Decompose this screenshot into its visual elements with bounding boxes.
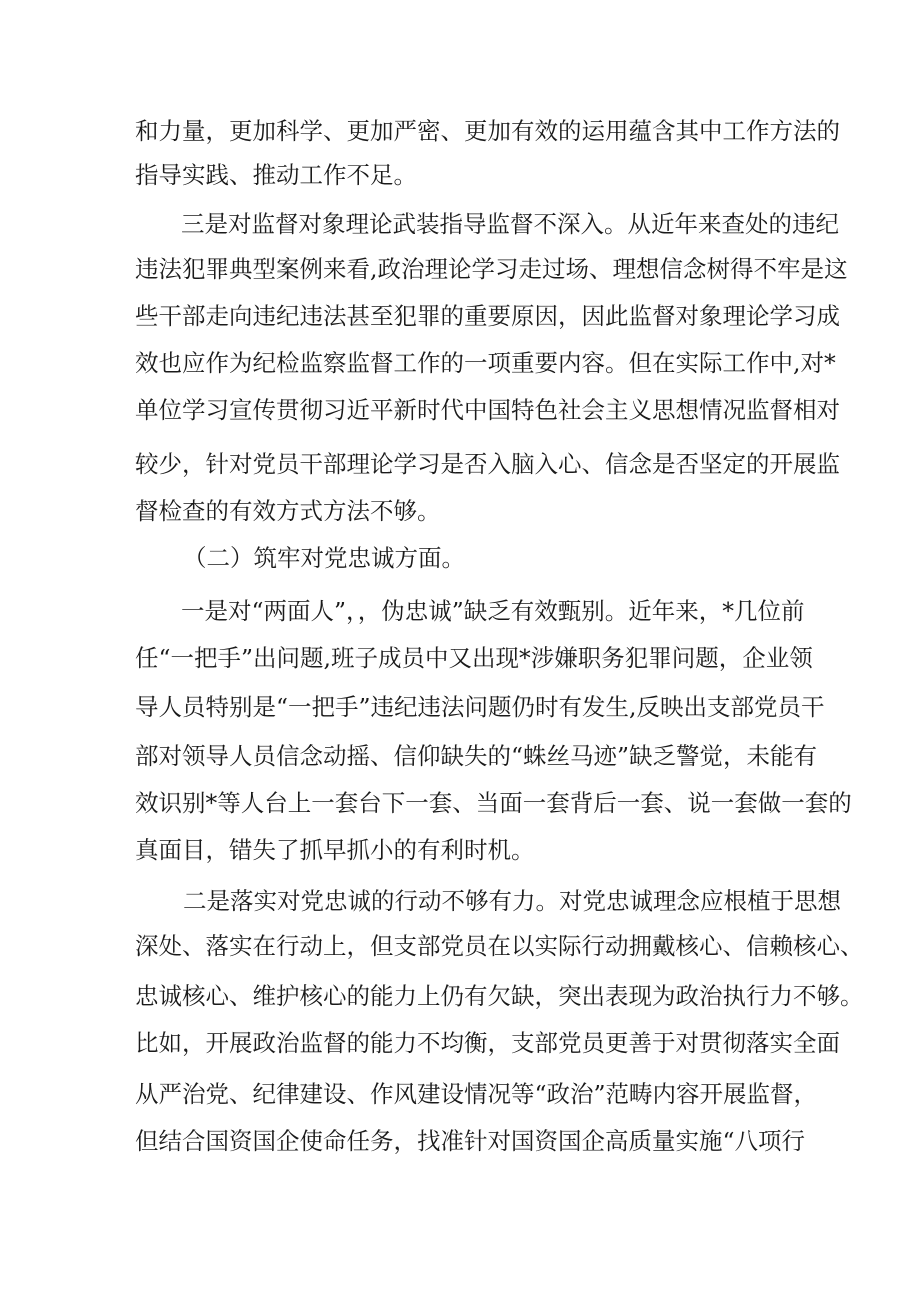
paragraph-line: 较少，针对党员干部理论学习是否入脑入心、信念是否坚定的开展监: [135, 450, 840, 478]
paragraph-line: 导人员特别是“一把手”违纪违法问题仍时有发生,反映出支部党员干: [135, 693, 825, 721]
paragraph-line: 深处、落实在行动上，但支部党员在以实际行动拥戴核心、信赖核心、: [135, 932, 864, 960]
paragraph-line: 任“一把手”出问题,班子成员中又出现*涉嫌职务犯罪问题，企业领: [135, 644, 813, 672]
paragraph-line: 真面目，错失了抓早抓小的有利时机。: [135, 836, 535, 864]
paragraph-line: 比如，开展政治监督的能力不均衡，支部党员更善于对贯彻落实全面: [135, 1029, 840, 1057]
paragraph-line: 违法犯罪典型案例来看,政治理论学习走过场、理想信念树得不牢是这: [135, 255, 848, 283]
paragraph-line: 三是对监督对象理论武装指导监督不深入。从近年来查处的违纪: [181, 210, 839, 238]
paragraph-line: 二是落实对党忠诚的行动不够有力。对党忠诚理念应根植于思想: [183, 887, 841, 915]
paragraph-line: 但结合国资国企使命任务，找准针对国资国企高质量实施“八项行: [135, 1127, 806, 1155]
paragraph-line: 从严治党、纪律建设、作风建设情况等“政治”范畴内容开展监督，: [135, 1080, 818, 1108]
paragraph-line: 指导实践、推动工作不足。: [135, 161, 417, 189]
paragraph-line: 部对领导人员信念动摇、信仰缺失的“蛛丝马迹”缺乏警觉，未能有: [135, 742, 818, 770]
paragraph-line: 单位学习宣传贯彻习近平新时代中国特色社会主义思想情况监督相对: [135, 396, 840, 424]
paragraph-line: 和力量，更加科学、更加严密、更加有效的运用蕴含其中工作方法的: [135, 117, 840, 145]
paragraph-line: 一是对“两面人”，，伪忠诚”缺乏有效甄别。近年来，*几位前: [181, 597, 805, 625]
paragraph-line: 督检查的有效方式方法不够。: [135, 497, 441, 525]
paragraph-line: 效也应作为纪检监察监督工作的一项重要内容。但在实际工作中,对*: [135, 349, 836, 377]
section-heading: （二）筑牢对党忠诚方面。: [183, 544, 465, 572]
paragraph-line: 效识别*等人台上一套台下一套、当面一套背后一套、说一套做一套的: [135, 789, 852, 817]
paragraph-line: 些干部走向违纪违法甚至犯罪的重要原因，因此监督对象理论学习成: [135, 302, 840, 330]
paragraph-line: 忠诚核心、维护核心的能力上仍有欠缺，突出表现为政治执行力不够。: [135, 982, 864, 1010]
